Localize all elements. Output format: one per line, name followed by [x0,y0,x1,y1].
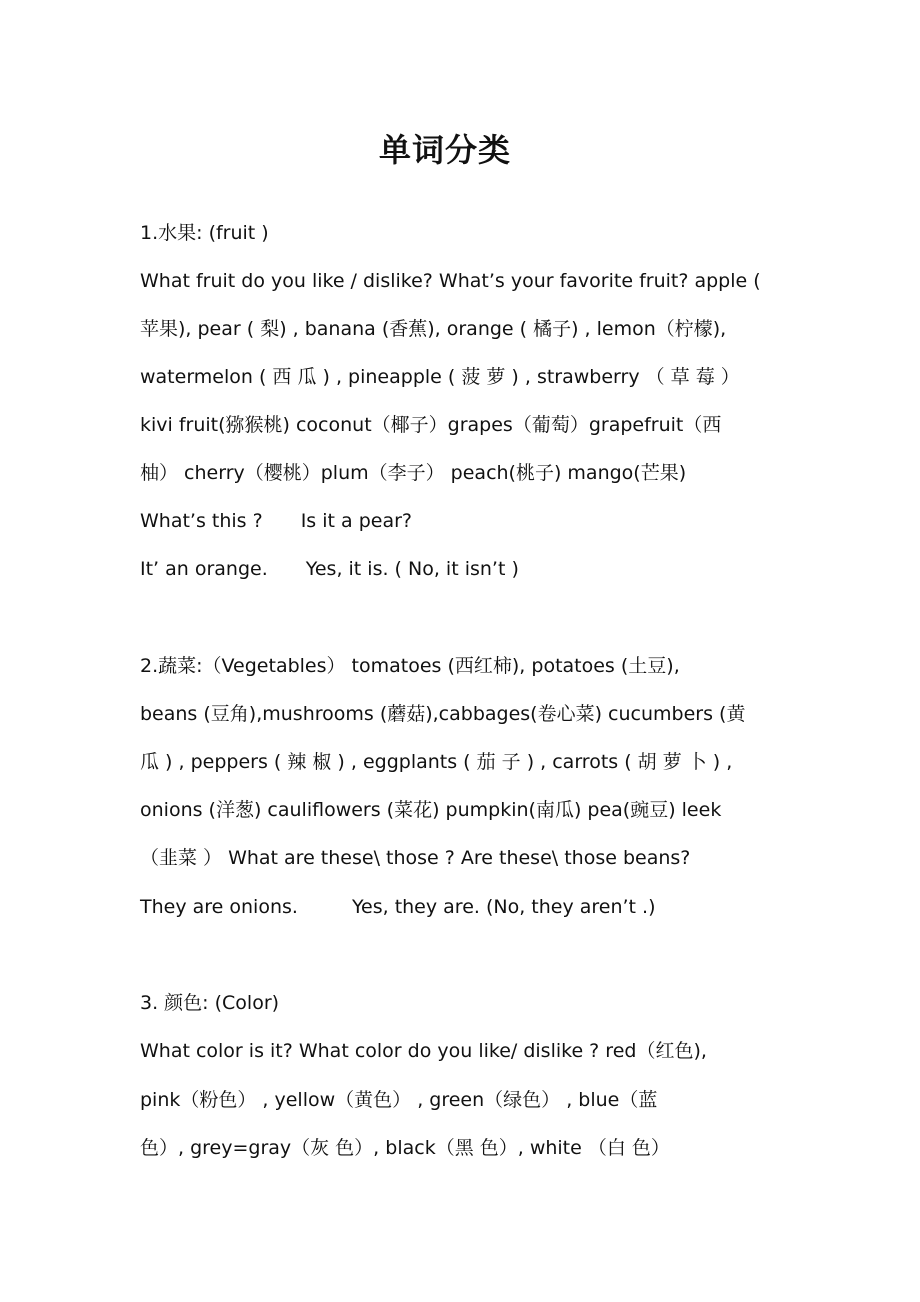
text-line: kivi fruit(猕猴桃) coconut（椰子）grapes（葡萄）grapefruit（西 [140,414,722,436]
text-line: beans (豆角),mushrooms (蘑菇),cabbages(卷心菜) cucumbers (黄 [140,703,746,725]
page-title: 单词分类 [378,131,511,169]
question-line [140,506,790,536]
answer-text: Yes, it is. ( No, it isn’t ) [305,558,519,580]
question-text: What’s this ? [140,510,263,532]
text-line: onions (洋葱) cauliflowers (菜花) pumpkin(南瓜) pea(豌豆) leek [140,799,722,821]
answer-line [140,554,790,584]
section-heading-vegetables: 2.蔬菜:（Vegetables） tomatoes (西红柿), potatoes (土豆), [140,655,680,677]
text-line: 苹果), pear ( 梨) , banana (香蕉), orange ( 橘子) , lemon（柠檬), [140,318,727,340]
answer-text: They are onions. [140,896,298,918]
text-line: 色）, grey=gray（灰 色）, black（黑 色）, white （白 色） [140,1137,670,1159]
text-line: （韭菜 ） What are these\ those ? Are these\ those beans? [140,847,691,869]
section-heading-fruit: 1.水果: (fruit ) [140,222,269,244]
text-line: What fruit do you like / dislike? What’s your favorite fruit? apple ( [140,270,761,292]
text-line: pink（粉色） , yellow（黄色） , green（绿色） , blue（蓝 [140,1089,658,1111]
text-line: What color is it? What color do you like/ dislike ? red（红色), [140,1040,707,1062]
answer-text: Yes, they are. (No, they aren’t .) [351,896,656,918]
text-line: 柚） cherry（樱桃）plum（李子） peach(桃子) mango(芒果) [140,462,687,484]
text-line: watermelon ( 西 瓜 ) , pineapple ( 菠 萝 ) , strawberry （ 草 莓 ） [140,366,740,388]
text-line: 瓜 ) , peppers ( 辣 椒 ) , eggplants ( 茄 子 ) , carrots ( 胡 萝 卜 ) , [140,751,733,773]
answer-line [140,892,790,922]
answer-text: It’ an orange. [140,558,268,580]
section-heading-color: 3. 颜色: (Color) [140,992,280,1014]
question-text: Is it a pear? [300,510,412,532]
